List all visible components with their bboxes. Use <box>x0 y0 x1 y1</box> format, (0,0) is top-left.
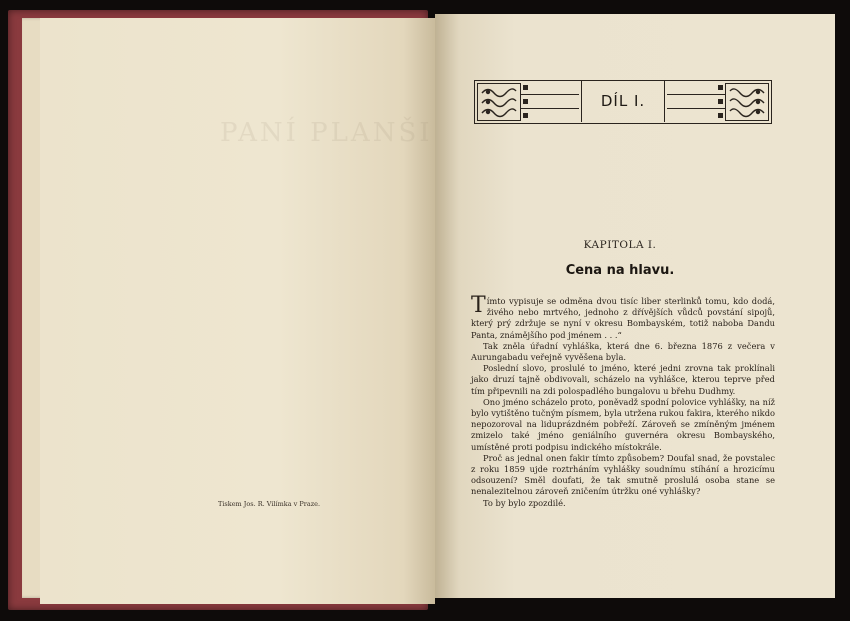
left-page <box>40 18 435 604</box>
paragraph: Tak zněla úřadní vyhláška, která dne 6. března 1876 z večera v Aurungabadu veřejně vyvěšena byla. <box>471 340 775 363</box>
drop-cap: T <box>471 293 486 318</box>
part-header-frame <box>474 80 772 124</box>
paragraph: Tímto vypisuje se odměna dvou tisíc liber sterlinků tomu, kdo dodá, živého nebo mrtvého, jednoho z dřívějších vůdců povstání sipojů, který prý zdržuje se nyní v okresu Bombayském, totiž naboba Dandu Panta, známějšího pod jménem . . .“ <box>471 293 775 340</box>
paragraph: To by bylo zpozdilé. <box>483 497 566 508</box>
show-through-title: PANÍ PLANŠI <box>220 118 433 148</box>
printer-imprint: Tiskem Jos. R. Vilímka v Praze. <box>218 500 321 508</box>
rule-bars <box>667 81 725 122</box>
part-label: DÍL I. <box>581 81 665 122</box>
paragraph: Proč as jednal onen fakir tímto způsobem? Doufal snad, že povstalec z roku 1859 ujde roztrháním vyhlášky soudnímu stíhání a hrozicímu odsouzení? Směl doufati, že tak smutně proslulá osoba stane se nenalezitelnou zároveň zničením útržku oné vyhlášky? <box>471 452 775 497</box>
rule-bars <box>521 81 579 122</box>
ornament-icon <box>477 83 521 121</box>
ornament-icon <box>725 83 769 121</box>
paragraph: Ono jméno scházelo proto, poněvadž spodní polovice vyhlášky, na níž bylo vytištěno tučným písmem, byla utržena rukou fakira, kterého nikdo nepozoroval na liduprázdném pobřeží. Zároveň se zmíněným jménem zmizelo také jméno geniálního guvernéra okresu Bombayského, umístěné proti podpisu indického místokrále. <box>471 396 775 452</box>
chapter-title: Cena na hlavu. <box>565 263 675 278</box>
paragraph: Poslední slovo, proslulé to jméno, které jedni zrovna tak proklínali jako druzí tajně obdivovali, scházelo na vyhlášce, kterou teprve před tím připevnili na zdi polospadlého bungalovu u břehu Dudhmy. <box>471 363 775 396</box>
chapter-text <box>471 293 775 509</box>
chapter-label: KAPITOLA I. <box>583 239 657 251</box>
